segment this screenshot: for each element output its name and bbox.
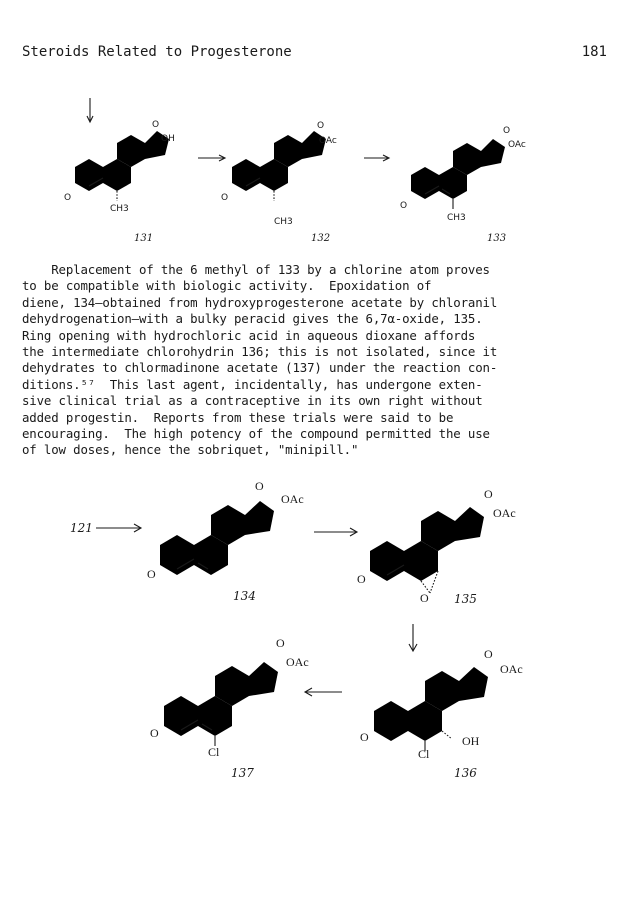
side-chain-oxygen: O [484,647,493,661]
paragraph-line: dehydrates to chlormadinone acetate (137) under the reaction con- [22,360,498,376]
substituent-17-label: OAc [493,506,516,520]
arrow-136-to-137 [305,688,342,696]
side-chain-oxygen: O [317,121,325,131]
epoxide-oxygen: O [420,591,429,605]
side-chain-oxygen: O [503,126,511,136]
methyl-label: CH3 [447,213,466,223]
substituent-17-label: OAc [319,136,337,146]
ring-oxygen: O [147,567,156,581]
structure-137 [156,633,278,746]
paragraph-line: sive clinical trial as a contraceptive in its own right without [22,393,483,409]
substituent-17-label: OAc [500,662,523,676]
compound-number-133: 133 [487,233,507,244]
substituent-17-label: OAc [286,655,309,669]
substituent-17-label: OAc [508,140,526,150]
ring-oxygen: O [360,730,369,744]
side-chain-oxygen: O [484,487,493,501]
paragraph-line: dehydrogenation—with a bulky peracid gives the 6,7α-oxide, 135. [22,311,483,327]
methyl-label: CH3 [274,217,293,227]
substituent-17-label: OAc [281,492,304,506]
paragraph-line: to be compatible with biologic activity. Epoxidation of [22,278,432,294]
ring-oxygen: O [64,193,72,203]
chlorine-label: Cl [418,747,430,761]
running-title: Steroids Related to Progesterone [22,44,292,60]
side-chain-oxygen: O [276,636,285,650]
arrow-132-to-133 [364,155,389,161]
paragraph-line: the intermediate chlorohydrin 136; this is not isolated, since it [22,344,498,360]
structure-132 [225,109,326,201]
compound-number-134: 134 [233,589,256,603]
chlorine-label: Cl [208,745,220,759]
paragraph-line: encouraging. The high potency of the compound permitted the use [22,426,490,442]
paragraph-line: of low doses, hence the sobriquet, "minipill." [22,442,359,458]
methyl-label: CH3 [110,204,129,214]
ring-oxygen: O [150,726,159,740]
side-chain-oxygen: O [152,120,160,130]
compound-number-137: 137 [231,766,254,780]
hydroxyl-label: OH [462,734,480,748]
compound-number-136: 136 [454,766,477,780]
start-reference-121: 121 [70,521,93,535]
paragraph-line: ditions.⁵⁷ This last agent, incidentally, has undergone exten- [22,376,483,392]
body-paragraph [22,262,612,459]
compound-number-135: 135 [454,592,477,606]
compound-number-132: 132 [311,233,331,244]
arrow-121-to-134 [96,524,141,532]
top-start-arrow [87,98,93,122]
paragraph-line: added progestin. Reports from these trials were said to be [22,409,454,425]
ring-oxygen: O [400,201,408,211]
page-number: 181 [581,44,607,60]
side-chain-oxygen: O [255,479,264,493]
paragraph-line: Ring opening with hydrochloric acid in aqueous dioxane affords [22,327,476,343]
structure-135 [362,478,484,593]
paragraph-line: diene, 134—obtained from hydroxyprogesterone acetate by chloranil [22,294,498,310]
arrow-134-to-135 [314,528,357,536]
arrow-135-to-136 [409,624,417,651]
compound-number-131: 131 [134,233,154,244]
ring-oxygen: O [357,572,366,586]
structure-133 [404,117,505,209]
arrow-131-to-132 [198,155,225,161]
substituent-17-label: OH [161,134,175,144]
paragraph-line: Replacement of the 6 methyl of 133 by a chlorine atom proves [22,262,490,277]
ring-oxygen: O [221,193,229,203]
